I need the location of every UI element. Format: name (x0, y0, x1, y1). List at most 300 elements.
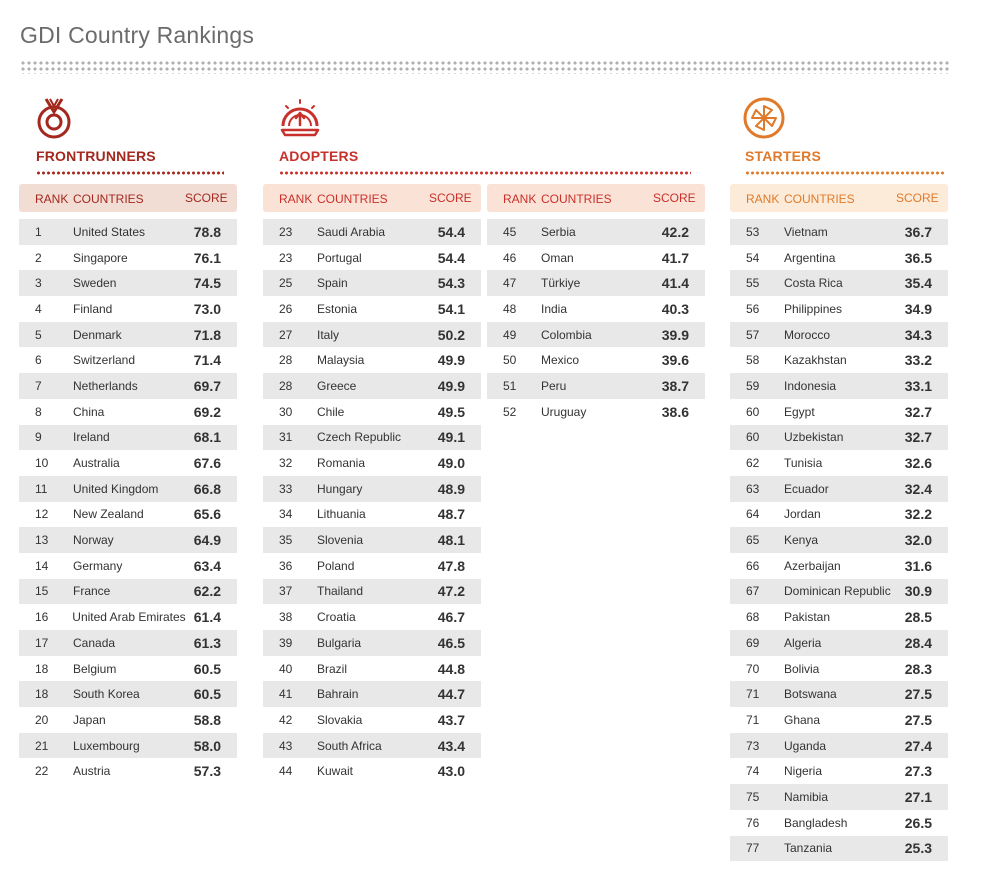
header-countries: COUNTRIES (73, 191, 144, 206)
country-cell: Japan (73, 712, 106, 727)
country-cell: South Africa (317, 738, 382, 753)
table-row (19, 758, 237, 784)
score-cell: 42.2 (661, 223, 689, 240)
rank-cell: 25 (279, 276, 293, 291)
rank-cell: 46 (503, 250, 517, 265)
rank-cell: 74 (746, 764, 760, 779)
score-cell: 43.0 (437, 763, 465, 780)
score-cell: 32.7 (904, 403, 932, 420)
country-cell: Oman (541, 250, 574, 265)
score-cell: 66.8 (193, 480, 221, 497)
country-cell: Estonia (317, 301, 358, 316)
table-row (730, 450, 948, 476)
country-cell: United States (73, 224, 146, 239)
country-cell: Belgium (73, 661, 117, 676)
country-cell: Greece (317, 378, 357, 393)
rank-cell: 60 (746, 404, 760, 419)
rank-cell: 36 (279, 558, 293, 573)
table-row (263, 630, 481, 656)
country-cell: Mexico (541, 353, 580, 368)
header-score: SCORE (896, 191, 939, 205)
score-cell: 44.7 (437, 686, 465, 703)
score-cell: 30.9 (904, 583, 932, 600)
score-cell: 49.9 (437, 377, 465, 394)
score-cell: 65.6 (193, 506, 221, 523)
table-row (19, 347, 237, 373)
country-cell: Singapore (73, 250, 128, 265)
rank-cell: 37 (279, 584, 293, 599)
score-cell: 54.1 (437, 300, 465, 317)
country-cell: Lithuania (317, 507, 366, 522)
table-starters (730, 184, 948, 861)
country-cell: Bangladesh (784, 815, 848, 830)
rank-cell: 22 (35, 764, 49, 779)
rank-cell: 4 (35, 301, 42, 316)
score-cell: 27.5 (904, 686, 932, 703)
table-row (487, 399, 705, 425)
score-cell: 49.9 (437, 352, 465, 369)
group-label-adopters: ADOPTERS (279, 148, 359, 164)
table-row (730, 553, 948, 579)
header-countries: COUNTRIES (541, 191, 612, 206)
table-row (19, 322, 237, 348)
country-cell: Morocco (784, 327, 831, 342)
rank-cell: 23 (279, 224, 293, 239)
rank-cell: 14 (35, 558, 49, 573)
score-cell: 48.7 (437, 506, 465, 523)
rank-cell: 16 (35, 610, 49, 625)
header-score: SCORE (185, 191, 228, 205)
score-cell: 33.1 (904, 377, 932, 394)
country-cell: Botswana (784, 687, 837, 702)
header-score: SCORE (653, 191, 696, 205)
score-cell: 35.4 (904, 275, 932, 292)
rank-cell: 9 (35, 430, 42, 445)
rank-cell: 71 (746, 712, 760, 727)
score-cell: 32.6 (904, 455, 932, 472)
score-cell: 78.8 (193, 223, 221, 240)
country-cell: Poland (317, 558, 355, 573)
score-cell: 25.3 (904, 840, 932, 857)
score-cell: 40.3 (661, 300, 689, 317)
rank-cell: 54 (746, 250, 760, 265)
country-cell: New Zealand (73, 507, 144, 522)
rank-cell: 31 (279, 430, 293, 445)
table-row (730, 322, 948, 348)
table-row (263, 450, 481, 476)
rank-cell: 18 (35, 687, 49, 702)
table-row (730, 681, 948, 707)
score-cell: 74.5 (193, 275, 221, 292)
country-cell: Uzbekistan (784, 430, 844, 445)
country-cell: Netherlands (73, 378, 138, 393)
rank-cell: 20 (35, 712, 49, 727)
table-row (263, 322, 481, 348)
table-row (730, 296, 948, 322)
rank-cell: 59 (746, 378, 760, 393)
country-cell: Australia (73, 456, 120, 471)
header-rank: RANK (503, 191, 537, 206)
table-row (730, 219, 948, 245)
table-row (263, 681, 481, 707)
score-cell: 32.7 (904, 429, 932, 446)
country-cell: Colombia (541, 327, 592, 342)
score-cell: 32.4 (904, 480, 932, 497)
country-cell: Pakistan (784, 610, 831, 625)
score-cell: 43.4 (437, 737, 465, 754)
group-label-starters: STARTERS (745, 148, 822, 164)
table-row (19, 373, 237, 399)
rank-cell: 7 (35, 378, 42, 393)
header-rank: RANK (279, 191, 313, 206)
rank-cell: 11 (35, 481, 48, 496)
country-cell: Czech Republic (317, 430, 402, 445)
rank-cell: 58 (746, 353, 760, 368)
score-cell: 31.6 (904, 557, 932, 574)
table-row (730, 527, 948, 553)
score-cell: 67.6 (193, 455, 221, 472)
score-cell: 68.1 (193, 429, 221, 446)
table-row (19, 219, 237, 245)
country-cell: Uganda (784, 738, 827, 753)
country-cell: Tunisia (784, 456, 823, 471)
rank-cell: 52 (503, 404, 517, 419)
table-row (730, 245, 948, 271)
table-header (263, 184, 481, 212)
score-cell: 57.3 (193, 763, 221, 780)
table-row (19, 502, 237, 528)
rank-cell: 28 (279, 378, 293, 393)
rank-cell: 13 (35, 533, 49, 548)
table-row (19, 399, 237, 425)
country-cell: Croatia (317, 610, 356, 625)
country-cell: Namibia (784, 789, 829, 804)
score-cell: 54.4 (437, 223, 465, 240)
table-row (263, 296, 481, 322)
score-cell: 34.9 (904, 300, 932, 317)
rank-cell: 34 (279, 507, 293, 522)
rank-cell: 43 (279, 738, 293, 753)
rank-cell: 56 (746, 301, 760, 316)
rank-cell: 26 (279, 301, 293, 316)
table-row (19, 630, 237, 656)
score-cell: 27.1 (904, 788, 932, 805)
table-row (730, 656, 948, 682)
score-cell: 41.7 (661, 249, 689, 266)
rank-cell: 15 (35, 584, 49, 599)
score-cell: 32.2 (904, 506, 932, 523)
rank-cell: 51 (503, 378, 517, 393)
rank-cell: 68 (746, 610, 760, 625)
score-cell: 39.6 (661, 352, 689, 369)
rank-cell: 50 (503, 353, 517, 368)
country-cell: Egypt (784, 404, 815, 419)
header-countries: COUNTRIES (784, 191, 855, 206)
country-cell: Dominican Republic (784, 584, 891, 599)
country-cell: Portugal (317, 250, 362, 265)
rank-cell: 53 (746, 224, 760, 239)
table-row (263, 733, 481, 759)
table-row (263, 758, 481, 784)
country-cell: Switzerland (73, 353, 136, 368)
rank-cell: 48 (503, 301, 517, 316)
table-row (263, 579, 481, 605)
header-rank: RANK (746, 191, 780, 206)
score-cell: 73.0 (193, 300, 221, 317)
score-cell: 71.8 (193, 326, 221, 343)
rank-cell: 67 (746, 584, 760, 599)
table-row (730, 347, 948, 373)
rank-cell: 39 (279, 635, 293, 650)
score-cell: 47.2 (437, 583, 465, 600)
table-row (19, 733, 237, 759)
table-row (263, 425, 481, 451)
score-cell: 27.4 (904, 737, 932, 754)
rank-cell: 73 (746, 738, 760, 753)
rank-cell: 64 (746, 507, 760, 522)
rank-cell: 42 (279, 712, 293, 727)
score-cell: 46.7 (437, 609, 465, 626)
country-cell: Uruguay (541, 404, 587, 419)
rank-cell: 47 (503, 276, 517, 291)
score-cell: 69.7 (193, 377, 221, 394)
country-cell: United Arab Emirates (72, 610, 186, 625)
country-cell: Bolivia (784, 661, 820, 676)
country-cell: United Kingdom (73, 481, 159, 496)
table-row (487, 296, 705, 322)
rank-cell: 38 (279, 610, 293, 625)
rank-cell: 55 (746, 276, 760, 291)
table-row (19, 245, 237, 271)
score-cell: 71.4 (193, 352, 221, 369)
country-cell: Costa Rica (784, 276, 843, 291)
group-label-frontrunners: FRONTRUNNERS (36, 148, 156, 164)
frontrunners-dotted-divider (36, 170, 224, 176)
rank-cell: 69 (746, 635, 760, 650)
country-cell: Serbia (541, 224, 576, 239)
score-cell: 28.5 (904, 609, 932, 626)
score-cell: 63.4 (193, 557, 221, 574)
country-cell: Sweden (73, 276, 117, 291)
table-row (263, 270, 481, 296)
table-header (19, 184, 237, 212)
rank-cell: 10 (35, 456, 49, 471)
table-row (730, 579, 948, 605)
rank-cell: 45 (503, 224, 517, 239)
table-row (19, 656, 237, 682)
table-row (19, 476, 237, 502)
page-title: GDI Country Rankings (20, 22, 255, 48)
table-row (263, 476, 481, 502)
table-row (730, 373, 948, 399)
score-cell: 39.9 (661, 326, 689, 343)
country-cell: Chile (317, 404, 345, 419)
score-cell: 49.5 (437, 403, 465, 420)
table-row (730, 784, 948, 810)
rank-cell: 65 (746, 533, 760, 548)
country-cell: China (73, 404, 105, 419)
score-cell: 48.1 (437, 532, 465, 549)
title-dotted-divider (20, 60, 950, 74)
score-cell: 27.3 (904, 763, 932, 780)
country-cell: Italy (317, 327, 340, 342)
country-cell: Peru (541, 378, 567, 393)
score-cell: 47.8 (437, 557, 465, 574)
country-cell: Spain (317, 276, 348, 291)
country-cell: Algeria (784, 635, 822, 650)
country-cell: Luxembourg (73, 738, 140, 753)
score-cell: 54.4 (437, 249, 465, 266)
country-cell: Hungary (317, 481, 363, 496)
score-cell: 28.4 (904, 634, 932, 651)
rank-cell: 30 (279, 404, 293, 419)
table-header (730, 184, 948, 212)
score-cell: 60.5 (193, 660, 221, 677)
table-row (263, 502, 481, 528)
table-row (487, 245, 705, 271)
rank-cell: 62 (746, 456, 760, 471)
table-row (19, 707, 237, 733)
table-row (730, 425, 948, 451)
country-cell: Jordan (784, 507, 821, 522)
rank-cell: 49 (503, 327, 517, 342)
rank-cell: 33 (279, 481, 293, 496)
rank-cell: 8 (35, 404, 42, 419)
country-cell: Vietnam (784, 224, 828, 239)
rank-cell: 17 (35, 635, 49, 650)
score-cell: 58.0 (193, 737, 221, 754)
country-cell: Kazakhstan (784, 353, 847, 368)
table-row (19, 681, 237, 707)
country-cell: Germany (73, 558, 123, 573)
table-row (19, 604, 237, 630)
score-cell: 60.5 (193, 686, 221, 703)
country-cell: Malaysia (317, 353, 365, 368)
table-row (263, 604, 481, 630)
table-row (263, 707, 481, 733)
country-cell: Bahrain (317, 687, 359, 702)
rank-cell: 41 (279, 687, 293, 702)
country-cell: Azerbaijan (784, 558, 841, 573)
country-cell: Nigeria (784, 764, 823, 779)
country-cell: Thailand (317, 584, 364, 599)
table-row (263, 553, 481, 579)
score-cell: 48.9 (437, 480, 465, 497)
rank-cell: 76 (746, 815, 760, 830)
score-cell: 61.3 (193, 634, 221, 651)
score-cell: 33.2 (904, 352, 932, 369)
rank-cell: 5 (35, 327, 42, 342)
country-cell: Denmark (73, 327, 122, 342)
country-cell: France (73, 584, 111, 599)
country-cell: Slovenia (317, 533, 364, 548)
table-row (730, 707, 948, 733)
rank-cell: 66 (746, 558, 760, 573)
medal-icon (32, 96, 76, 140)
score-cell: 38.6 (661, 403, 689, 420)
pinwheel-icon (742, 96, 786, 140)
table-row (263, 527, 481, 553)
table-adopters-1 (263, 184, 481, 784)
score-cell: 50.2 (437, 326, 465, 343)
score-cell: 61.4 (193, 609, 221, 626)
header-rank: RANK (35, 191, 69, 206)
table-row (19, 425, 237, 451)
country-cell: Tanzania (784, 841, 833, 856)
country-cell: Philippines (784, 301, 843, 316)
score-cell: 49.0 (437, 455, 465, 472)
score-cell: 27.5 (904, 711, 932, 728)
score-cell: 58.8 (193, 711, 221, 728)
rank-cell: 12 (35, 507, 49, 522)
country-cell: Finland (73, 301, 113, 316)
country-cell: Kuwait (317, 764, 354, 779)
table-row (730, 733, 948, 759)
rank-cell: 2 (35, 250, 42, 265)
country-cell: Ecuador (784, 481, 829, 496)
country-cell: Ireland (73, 430, 110, 445)
rank-cell: 71 (746, 687, 760, 702)
country-cell: Bulgaria (317, 635, 362, 650)
rank-cell: 63 (746, 481, 760, 496)
country-cell: Brazil (317, 661, 348, 676)
rank-cell: 23 (279, 250, 293, 265)
table-row (263, 219, 481, 245)
rank-cell: 70 (746, 661, 760, 676)
starters-dotted-divider (745, 170, 945, 176)
rank-cell: 57 (746, 327, 760, 342)
rank-cell: 32 (279, 456, 293, 471)
rank-cell: 75 (746, 789, 760, 804)
score-cell: 36.7 (904, 223, 932, 240)
score-cell: 64.9 (193, 532, 221, 549)
country-cell: Norway (73, 533, 114, 548)
country-cell: Argentina (784, 250, 836, 265)
rank-cell: 40 (279, 661, 293, 676)
country-cell: India (541, 301, 568, 316)
score-cell: 36.5 (904, 249, 932, 266)
score-cell: 62.2 (193, 583, 221, 600)
table-row (730, 604, 948, 630)
country-cell: Saudi Arabia (317, 224, 386, 239)
rank-cell: 21 (35, 738, 49, 753)
rank-cell: 6 (35, 353, 42, 368)
table-row (19, 579, 237, 605)
score-cell: 28.3 (904, 660, 932, 677)
country-cell: South Korea (73, 687, 140, 702)
rank-cell: 3 (35, 276, 42, 291)
table-row (263, 399, 481, 425)
score-cell: 34.3 (904, 326, 932, 343)
rank-cell: 77 (746, 841, 760, 856)
header-countries: COUNTRIES (317, 191, 388, 206)
adopters-dotted-divider (279, 170, 691, 176)
country-cell: Canada (73, 635, 116, 650)
table-row (263, 373, 481, 399)
table-row (19, 270, 237, 296)
table-row (730, 502, 948, 528)
table-row (487, 219, 705, 245)
rank-cell: 60 (746, 430, 760, 445)
table-adopters-2 (487, 184, 705, 425)
table-row (263, 656, 481, 682)
score-cell: 76.1 (193, 249, 221, 266)
score-cell: 44.8 (437, 660, 465, 677)
table-row (730, 476, 948, 502)
table-row (487, 347, 705, 373)
rank-cell: 18 (35, 661, 49, 676)
table-row (487, 270, 705, 296)
